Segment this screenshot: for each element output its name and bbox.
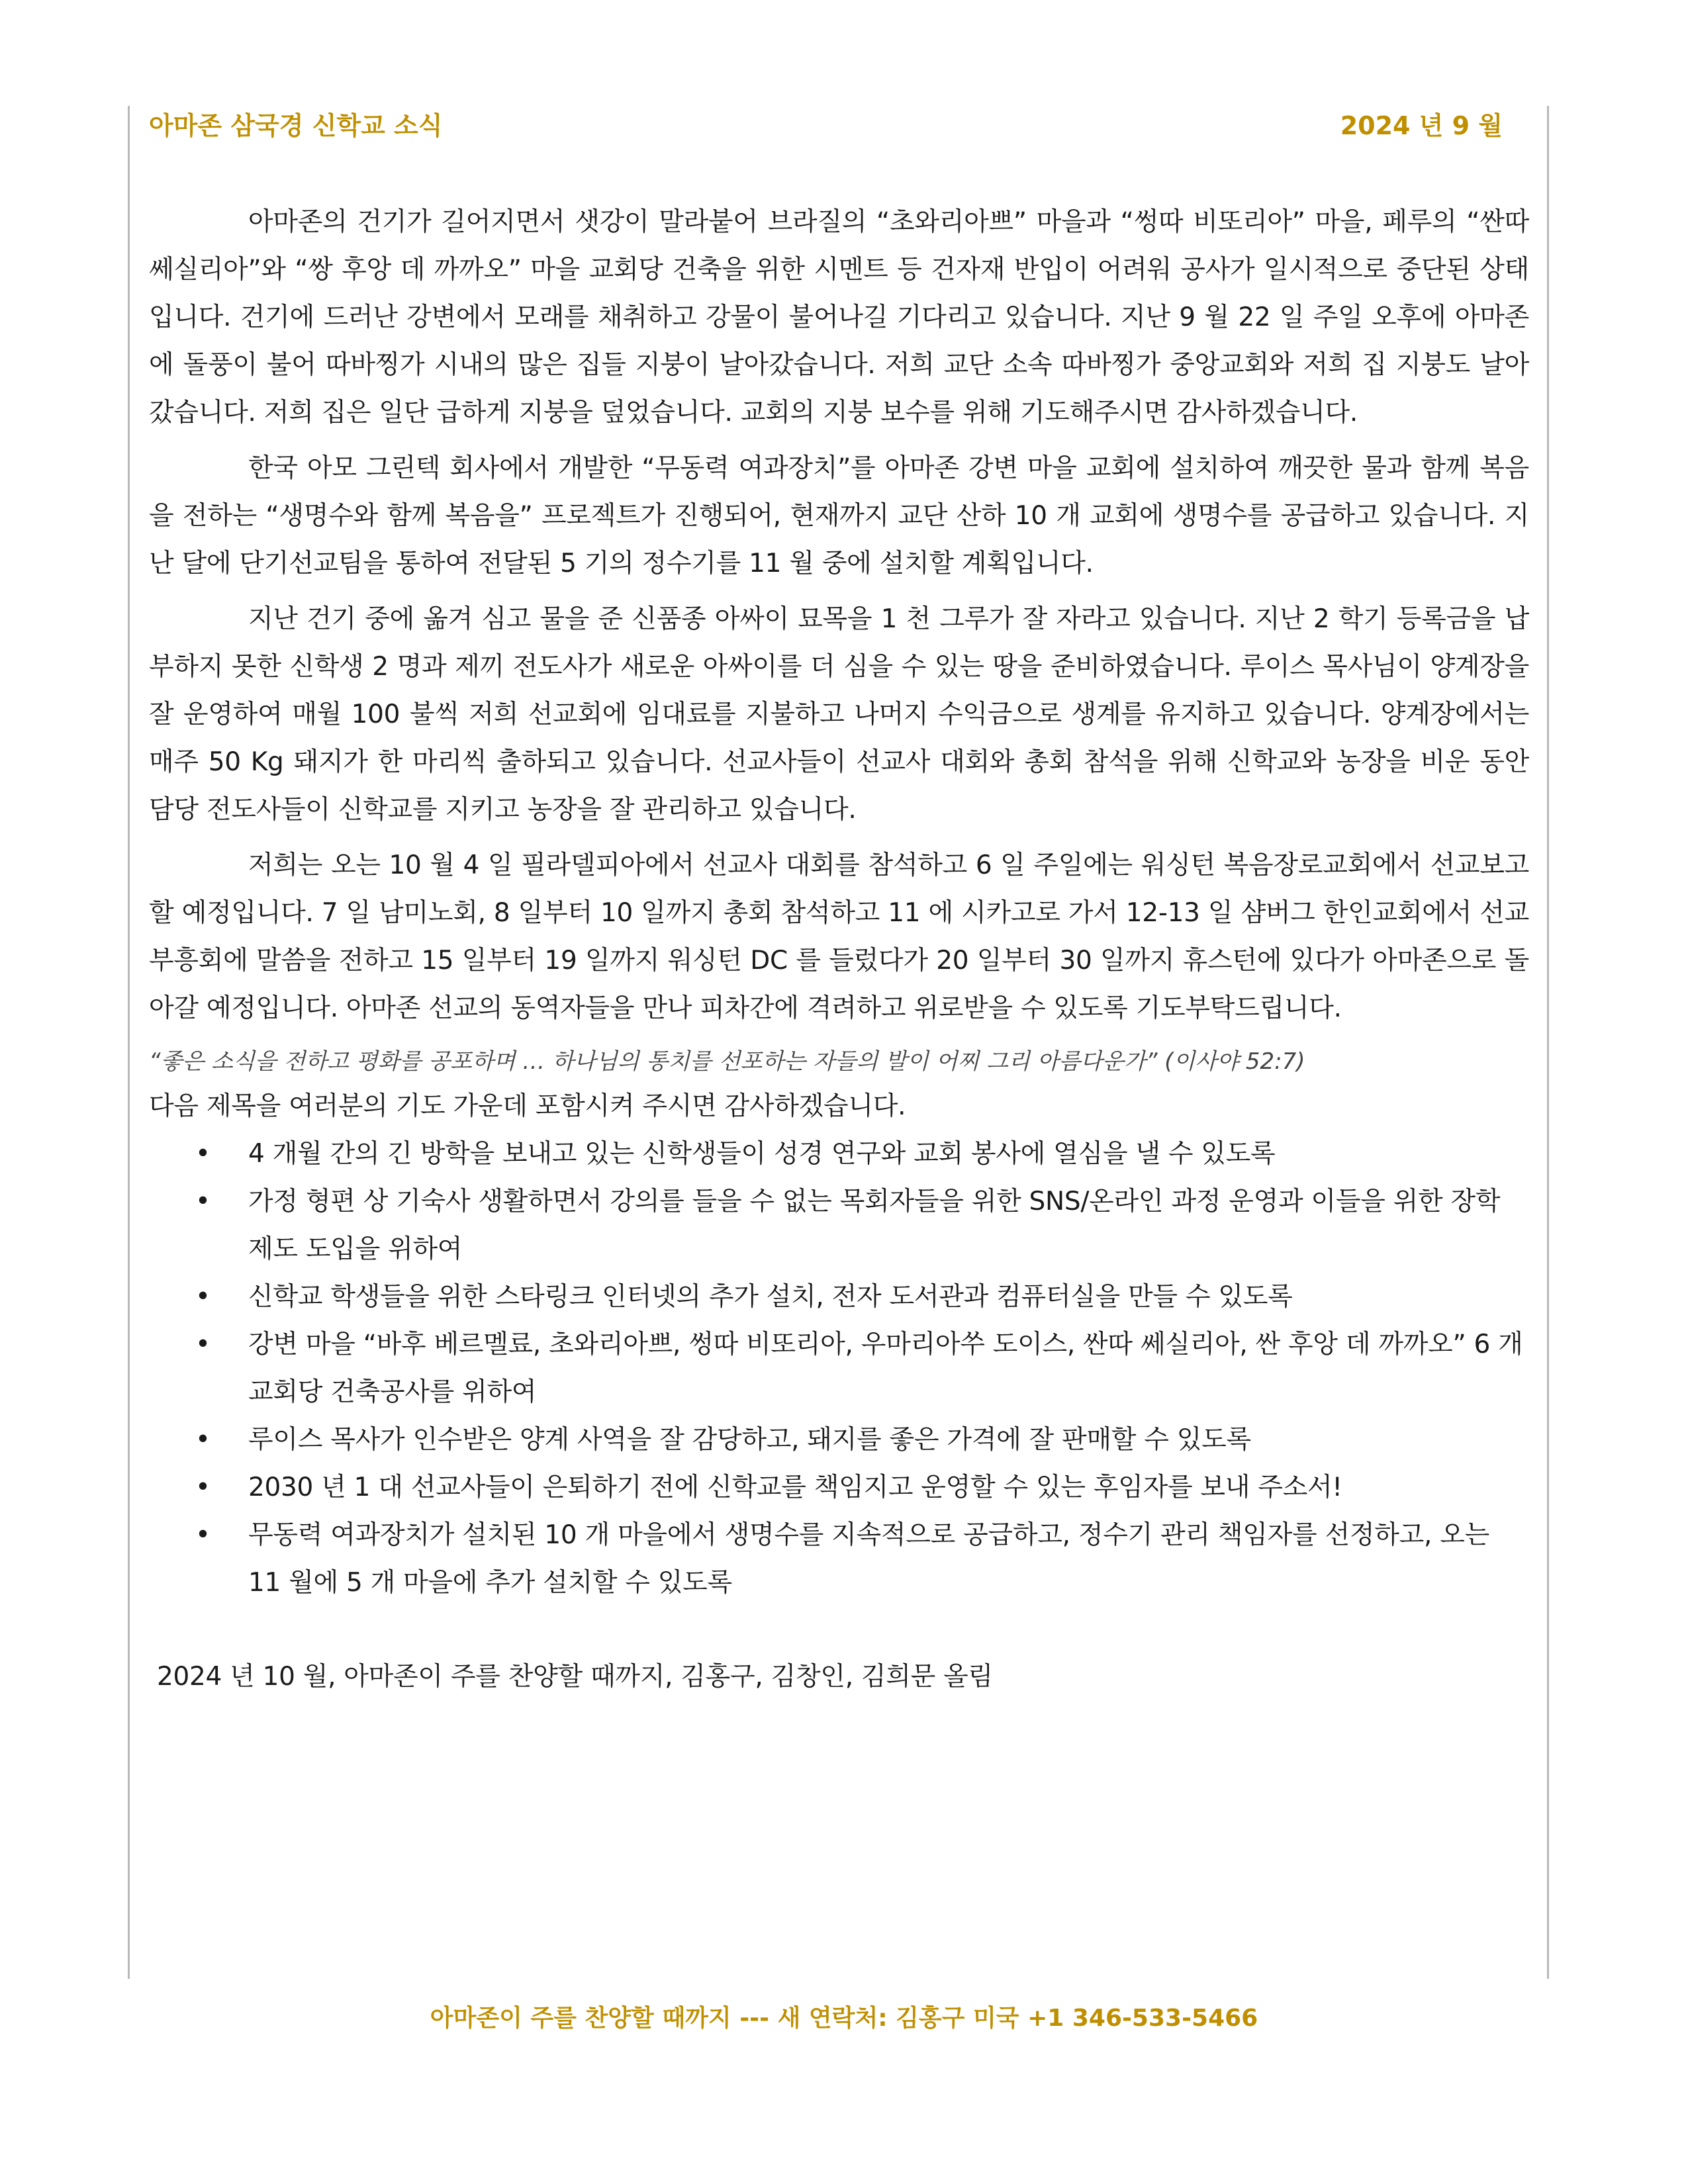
- prayer-list: [149, 1130, 1529, 1607]
- left-margin-rule: [128, 106, 130, 1979]
- newsletter-body: [149, 199, 1529, 1701]
- right-margin-rule: [1547, 106, 1549, 1979]
- paragraph-drought-storm: 아마존의 건기가 길어지면서 샛강이 말라붙어 브라질의 “초와리아쁘” 마을과 “썽따 비또리아” 마을, 페루의 “싼따 쎄실리아”와 “쌍 후앙 데 까까오” 마을 교회당 건축을 위한 시멘트 등 건자재 반입이 어려워 공사가 일시적으로 중단된 상태입니다. 건기에 드러난 강변에서 모래를 채취하고 강물이 불어나길 기다리고 있습니다. 지난 9 월 22 일 주일 오후에 아마존에 돌풍이 불어 따바찡가 시내의 많은 집들 지붕이 날아갔습니다. 저희 교단 소속 따바찡가 중앙교회와 저희 집 지붕도 날아갔습니다. 저희 집은 일단 급하게 지붕을 덮었습니다. 교회의 지붕 보수를 위해 기도해주시면 감사하겠습니다.: [149, 207, 1529, 428]
- prayer-intro: 다음 제목을 여러분의 기도 가운데 포함시켜 주시면 감사하겠습니다.: [149, 1091, 906, 1121]
- scripture-quote: “좋은 소식을 전하고 평화를 공포하며 … 하나님의 통치를 선포하는 자들의 발이 어찌 그리 아름다운가” (이사야 52:7): [149, 1048, 1305, 1075]
- bullet-icon: •: [195, 1187, 211, 1216]
- bullet-icon: •: [195, 1425, 211, 1455]
- prayer-item-text: 무동력 여과장치가 설치된 10 개 마을에서 생명수를 지속적으로 공급하고, 정수기 관리 책임자를 선정하고, 오는 11 월에 5 개 마을에 추가 설치할 수 있도록: [248, 1520, 1489, 1598]
- prayer-item-text: 2030 년 1 대 선교사들이 은퇴하기 전에 신학교를 책임지고 운영할 수 있는 후임자를 보내 주소서!: [248, 1473, 1342, 1502]
- bullet-icon: •: [195, 1520, 211, 1550]
- prayer-item: [149, 1321, 1529, 1416]
- prayer-item-text: 루이스 목사가 인수받은 양계 사역을 잘 감당하고, 돼지를 좋은 가격에 잘 판매할 수 있도록: [248, 1425, 1251, 1455]
- paragraph-us-schedule: 저희는 오는 10 월 4 일 필라델피아에서 선교사 대회를 참석하고 6 일 주일에는 워싱턴 복음장로교회에서 선교보고할 예정입니다. 7 일 남미노회, 8 일부터 10 일까지 총회 참석하고 11 에 시카고로 가서 12-13 일 샴버그 한인교회에서 선교부흥회에 말씀을 전하고 15 일부터 19 일까지 워싱턴 DC 를 들렀다가 20 일부터 30 일까지 휴스턴에 있다가 아마존으로 돌아갈 예정입니다. 아마존 선교의 동역자들을 만나 피차간에 격려하고 위로받을 수 있도록 기도부탁드립니다.: [149, 850, 1529, 1023]
- prayer-item-text: 가정 형편 상 기숙사 생활하면서 강의를 들을 수 없는 목회자들을 위한 SNS/온라인 과정 운영과 이들을 위한 장학 제도 도입을 위하여: [248, 1187, 1501, 1264]
- prayer-item: [149, 1512, 1529, 1607]
- bullet-icon: •: [195, 1139, 211, 1169]
- bullet-icon: •: [195, 1330, 211, 1359]
- prayer-item-text: 4 개월 간의 긴 방학을 보내고 있는 신학생들이 성경 연구와 교회 봉사에 열심을 낼 수 있도록: [248, 1139, 1276, 1169]
- paragraph-acai-farm: 지난 건기 중에 옮겨 심고 물을 준 신품종 아싸이 묘목을 1 천 그루가 잘 자라고 있습니다. 지난 2 학기 등록금을 납부하지 못한 신학생 2 명과 제끼 전도사가 새로운 아싸이를 더 심을 수 있는 땅을 준비하였습니다. 루이스 목사님이 양계장을 잘 운영하여 매월 100 불씩 저희 선교회에 임대료를 지불하고 나머지 수익금으로 생계를 유지하고 있습니다. 양계장에서는 매주 50 Kg 돼지가 한 마리씩 출하되고 있습니다. 선교사들이 선교사 대회와 총회 참석을 위해 신학교와 농장을 비운 동안 담당 전도사들이 신학교를 지키고 농장을 잘 관리하고 있습니다.: [149, 604, 1529, 825]
- prayer-item: [149, 1130, 1529, 1178]
- prayer-item: [149, 1273, 1529, 1321]
- paragraph-water-filter: 한국 아모 그린텍 회사에서 개발한 “무동력 여과장치”를 아마존 강변 마을 교회에 설치하여 깨끗한 물과 함께 복음을 전하는 “생명수와 함께 복음을” 프로젝트가 진행되어, 현재까지 교단 산하 10 개 교회에 생명수를 공급하고 있습니다. 지난 달에 단기선교팀을 통하여 전달된 5 기의 정수기를 11 월 중에 설치할 계획입니다.: [149, 453, 1529, 578]
- prayer-item: [149, 1464, 1529, 1512]
- newsletter-title: 아마존 삼국경 신학교 소식: [149, 111, 443, 140]
- prayer-item-text: 신학교 학생들을 위한 스타링크 인터넷의 추가 설치, 전자 도서관과 컴퓨터실을 만들 수 있도록: [248, 1282, 1293, 1312]
- prayer-item: [149, 1416, 1529, 1464]
- prayer-item: [149, 1178, 1529, 1273]
- footer-contact: 아마존이 주를 찬양할 때까지 --- 새 연락처: 김홍구 미국 +1 346-533-5466: [430, 2005, 1258, 2032]
- signature-line: 2024 년 10 월, 아마존이 주를 찬양할 때까지, 김홍구, 김창인, 김희문 올림: [157, 1662, 993, 1692]
- bullet-icon: •: [195, 1473, 211, 1502]
- newsletter-date: 2024 년 9 월: [1340, 111, 1503, 140]
- prayer-item-text: 강변 마을 “바후 베르멜료, 초와리아쁘, 썽따 비또리아, 우마리아쑤 도이스, 싼따 쎄실리아, 싼 후앙 데 까까오” 6 개 교회당 건축공사를 위하여: [248, 1330, 1523, 1407]
- bullet-icon: •: [195, 1282, 211, 1312]
